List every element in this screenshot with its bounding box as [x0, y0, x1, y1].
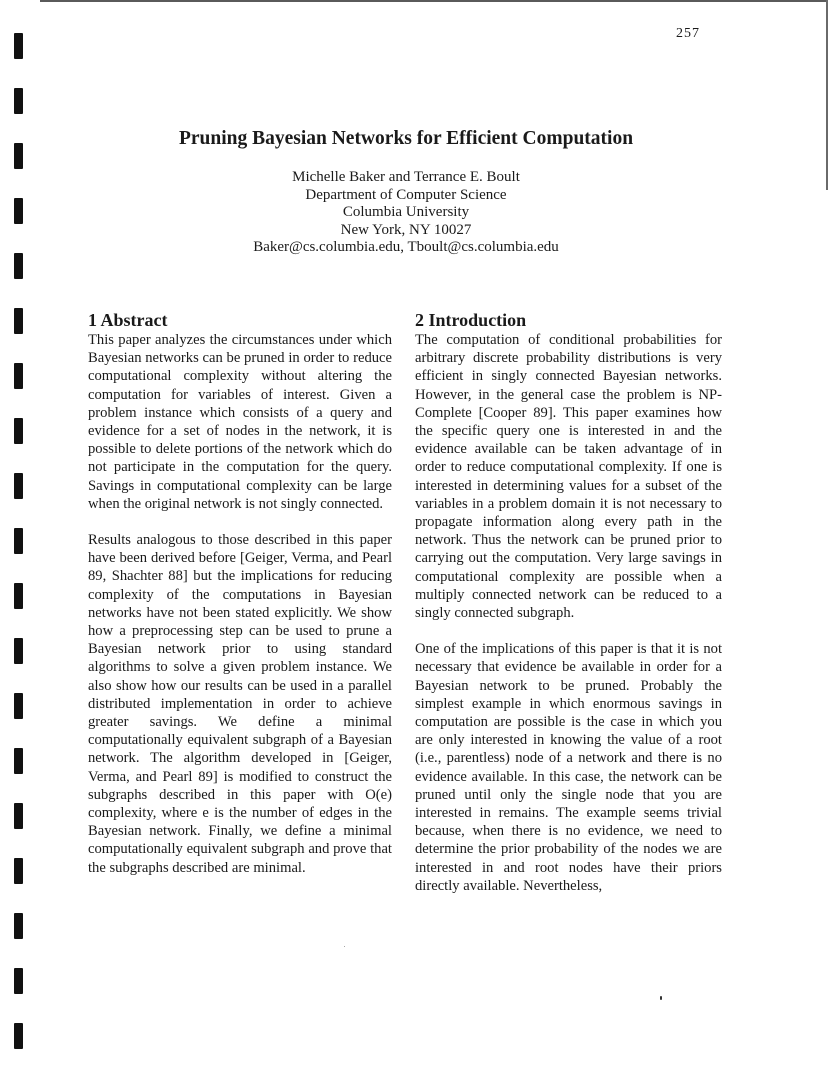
punch-hole-mark: [14, 858, 23, 884]
introduction-heading: 2 Introduction: [415, 310, 527, 330]
punch-hole-mark: [14, 1023, 23, 1049]
punch-hole-mark: [14, 583, 23, 609]
abstract-paragraph: Results analogous to those described in this paper have been derived before [Geiger, Verma, and Pearl 89, Shachter 88] but the implications for reducing complexity of the computations in Bayesian networks have not been stated explicitly. We show how a preprocessing step can be used to prune a Bayesian network prior to using standard algorithms to solve a given problem instance. We also show how our results can be used in a parallel distributed implementation in order to achieve greater savings. We define a minimal computationally equivalent subgraph of a Bayesian network. The algorithm developed in [Geiger, Verma, and Pearl 89] is modified to construct the subgraphs described in this paper with O(e) complexity, where e is the number of edges in the Bayesian network. Finally, we define a minimal computationally equivalent subgraph and prove that the subgraphs described are minimal.: [88, 532, 392, 876]
punch-hole-mark: [14, 913, 23, 939]
punch-hole-mark: [14, 968, 23, 994]
scan-edge-top: [40, 0, 828, 2]
paper-title: Pruning Bayesian Networks for Efficient Computation: [178, 128, 634, 149]
introduction-paragraph: One of the implications of this paper is that it is not necessary that evidence be available in order for a Bayesian network to be pruned. Probably the simplest example in which enormous savings in computation are possible is the case in which you are only interested in knowing the value of a root (i.e., parentless) node of a network and there is no evidence available. In this case, the network can be pruned until only the single node that you are interested in remains. The example seems trivial because, when there is no evidence, we need to determine the prior probability of the nodes we are interested in and root nodes have their priors directly available. Nevertheless,: [415, 641, 722, 894]
punch-hole-mark: [14, 528, 23, 554]
abstract-section: [88, 309, 392, 877]
punch-hole-mark: [14, 363, 23, 389]
punch-hole-mark: [14, 308, 23, 334]
abstract-heading: 1 Abstract: [88, 310, 168, 330]
scan-speck: [660, 996, 662, 1000]
introduction-section: [415, 309, 722, 895]
scan-speck: [344, 946, 345, 947]
punch-hole-mark: [14, 88, 23, 114]
introduction-paragraph: The computation of conditional probabilities for arbitrary discrete probability distributions is very efficient in singly connected Bayesian networks. However, in the general case the problem is NP-Complete [Cooper 89]. This paper examines how the specific query one is interested in and the evidence available can be taken advantage of in order to reduce computational complexity. If one is interested in determining values for a subset of the variables in a problem domain it is not necessary to propagate information along every path in the network. Thus the network can be pruned prior to carrying out the computation. Very large savings in computational complexity are possible when a multiply connected network can be reduced to a singly connected subgraph.: [415, 332, 722, 622]
author-block: [0, 169, 812, 257]
punch-hole-mark: [14, 638, 23, 664]
punch-hole-mark: [14, 748, 23, 774]
punch-hole-mark: [14, 803, 23, 829]
author-location: New York, NY 10027: [340, 221, 472, 238]
punch-hole-mark: [14, 253, 23, 279]
punch-hole-mark: [14, 693, 23, 719]
punch-hole-mark: [14, 418, 23, 444]
abstract-paragraph: This paper analyzes the circumstances under which Bayesian networks can be pruned in order to reduce computational complexity without altering the computation for variables of interest. Given a problem instance which consists of a query and evidence for a set of nodes in the network, it is possible to delete portions of the network which do not participate in the computation for the query. Savings in computational complexity can be large when the original network is not singly connected.: [88, 332, 392, 512]
page-number: 257: [676, 26, 700, 41]
author-emails: Baker@cs.columbia.edu, Tboult@cs.columbia.edu: [253, 239, 559, 255]
author-names: Michelle Baker and Terrance E. Boult: [292, 169, 520, 185]
punch-hole-mark: [14, 33, 23, 59]
author-university: Columbia University: [342, 204, 470, 220]
author-department: Department of Computer Science: [305, 186, 507, 203]
punch-hole-mark: [14, 473, 23, 499]
